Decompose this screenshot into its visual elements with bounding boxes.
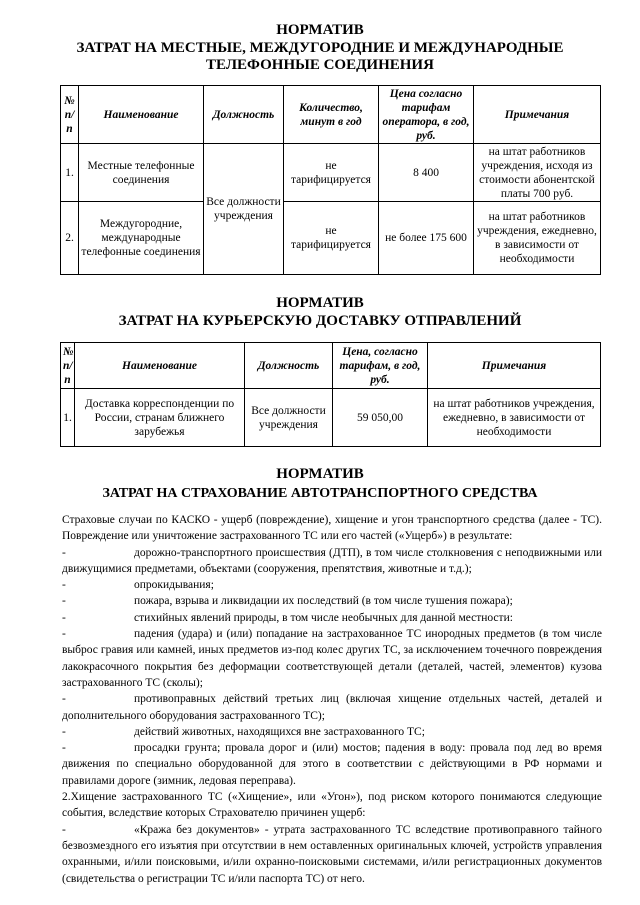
- row-number: 2.: [61, 202, 79, 275]
- courier-cost-table: [60, 342, 601, 447]
- row-price: 59 050,00: [333, 389, 428, 447]
- row-quantity: не тарифицируется: [284, 144, 379, 202]
- row-name: Местные телефонные соединения: [79, 144, 204, 202]
- table-header-row: [61, 343, 601, 389]
- row-price: не более 175 600: [379, 202, 474, 275]
- bullet-dash: -: [62, 742, 66, 755]
- col-header-name: Наименование: [75, 343, 245, 389]
- col-header-price: Цена, согласно тарифам, в год, руб.: [333, 343, 428, 389]
- col-header-notes: Примечания: [474, 86, 601, 144]
- list-item: [62, 545, 602, 578]
- section2-heading: НОРМАТИВ: [276, 295, 364, 311]
- list-item: [62, 691, 602, 724]
- section1-subheading-line1: ЗАТРАТ НА МЕСТНЫЕ, МЕЖДУГОРОДНИЕ И МЕЖДУНАРОДНЫЕ: [76, 40, 564, 56]
- row-note: на штат работников учреждения, ежедневно, в зависимости от необходимости: [474, 202, 601, 275]
- col-header-number: № п/ п: [61, 343, 75, 389]
- list-item: [62, 822, 602, 887]
- row-number: 1.: [61, 389, 75, 447]
- list-item-text: противоправных действий третьих лиц (включая хищение отдельных частей, деталей и дополнительного оборудования застрахованного ТС);: [62, 693, 602, 722]
- table-header-row: [61, 86, 601, 144]
- telephone-cost-table: [60, 85, 601, 275]
- table-row: [61, 144, 601, 202]
- col-header-quantity: Количество, минут в год: [284, 86, 379, 144]
- list-item: [62, 740, 602, 789]
- col-header-number: № п/п: [61, 86, 79, 144]
- bullet-dash: -: [62, 823, 66, 836]
- col-header-position: Должность: [245, 343, 333, 389]
- row-note: на штат работников учреждения, исходя из стоимости абонентской платы 700 руб.: [474, 144, 601, 202]
- insurance-text: [62, 512, 602, 887]
- row-position: Все должности учреждения: [245, 389, 333, 447]
- col-header-name: Наименование: [79, 86, 204, 144]
- table-row: [61, 389, 601, 447]
- list-item-text: «Кража без документов» - утрата застрахованного ТС вследствие противоправного тайного безвозмездного его изъятия при отсутствии в нем оставленных оригинальных ключей, устройств управления охранными, и/или поисковыми, и/или охранно-поисковыми системами, и/или регистрационных документов (свидетельства о регистрации ТС и/или паспорта ТС) от него.: [62, 823, 602, 885]
- bullet-dash: -: [62, 628, 66, 641]
- list-item-text: стихийных явлений природы, в том числе необычных для данной местности:: [134, 611, 513, 624]
- col-header-price: Цена согласно тарифам оператора, в год, руб.: [379, 86, 474, 144]
- list-item: [62, 724, 602, 740]
- bullet-dash: -: [62, 546, 66, 559]
- row-quantity: не тарифицируется: [284, 202, 379, 275]
- theft-paragraph: 2.Хищение застрахованного ТС («Хищение», или «Угон»), под риском которого понимаются следующие события, вследствие которых Страхователю причинен ущерб:: [62, 791, 602, 820]
- section1-subheading-line2: ТЕЛЕФОННЫЕ СОЕДИНЕНИЯ: [206, 57, 434, 73]
- section1-heading: НОРМАТИВ: [276, 22, 364, 38]
- list-item: [62, 577, 602, 593]
- row-price: 8 400: [379, 144, 474, 202]
- col-header-position: Должность: [204, 86, 284, 144]
- row-name: Междугородние, международные телефонные соединения: [79, 202, 204, 275]
- list-item-text: падения (удара) и (или) попадание на застрахованное ТС инородных предметов (в том числе выброс гравия или камней, иных предметов из-под колес других ТС, за исключением точечного повреждения лакокрасочного покрытия без деформации соответствующей детали (деталей, частей, элементов) кузова застрахованного ТС (сколы);: [62, 628, 602, 689]
- list-item-text: действий животных, находящихся вне застрахованного ТС;: [134, 725, 425, 738]
- section3-heading: НОРМАТИВ: [276, 466, 364, 482]
- bullet-dash: -: [62, 725, 66, 738]
- section2-subheading: ЗАТРАТ НА КУРЬЕРСКУЮ ДОСТАВКУ ОТПРАВЛЕНИЙ: [118, 313, 522, 329]
- row-note: на штат работников учреждения, ежедневно, в зависимости от необходимости: [428, 389, 601, 447]
- row-position: Все должности учреждения: [204, 144, 284, 275]
- bullet-dash: -: [62, 611, 66, 624]
- list-item: [62, 626, 602, 691]
- list-item-text: опрокидывания;: [134, 579, 214, 592]
- table-row: [61, 202, 601, 275]
- list-item: [62, 610, 602, 626]
- list-item-text: пожара, взрыва и ликвидации их последствий (в том числе тушения пожара);: [134, 595, 513, 608]
- bullet-dash: -: [62, 595, 66, 608]
- bullet-dash: -: [62, 579, 66, 592]
- row-name: Доставка корреспонденции по России, странам ближнего зарубежья: [75, 389, 245, 447]
- list-item-text: дорожно-транспортного происшествия (ДТП), в том числе столкновения с неподвижными или движущимися предметами, объектами (сооружения, препятствия, животные и т.д.);: [62, 546, 602, 575]
- section3-subheading: ЗАТРАТ НА СТРАХОВАНИЕ АВТОТРАНСПОРТНОГО СРЕДСТВА: [102, 486, 538, 501]
- list-item: [62, 593, 602, 609]
- bullet-dash: -: [62, 693, 66, 706]
- col-header-notes: Примечания: [428, 343, 601, 389]
- intro-paragraph: Страховые случаи по КАСКО - ущерб (повреждение), хищение и угон транспортного средства (далее - ТС). Повреждение или уничтожение застрахованного ТС или его частей («Ущерб») в результате:: [62, 514, 602, 543]
- list-item-text: просадки грунта; провала дорог и (или) мостов; падения в воду: провала под лед во время движения по специально оборудованной для этого в соответствии с действующими в РФ нормами и правилами дороге (зимник, ледовая переправа).: [62, 742, 602, 787]
- row-number: 1.: [61, 144, 79, 202]
